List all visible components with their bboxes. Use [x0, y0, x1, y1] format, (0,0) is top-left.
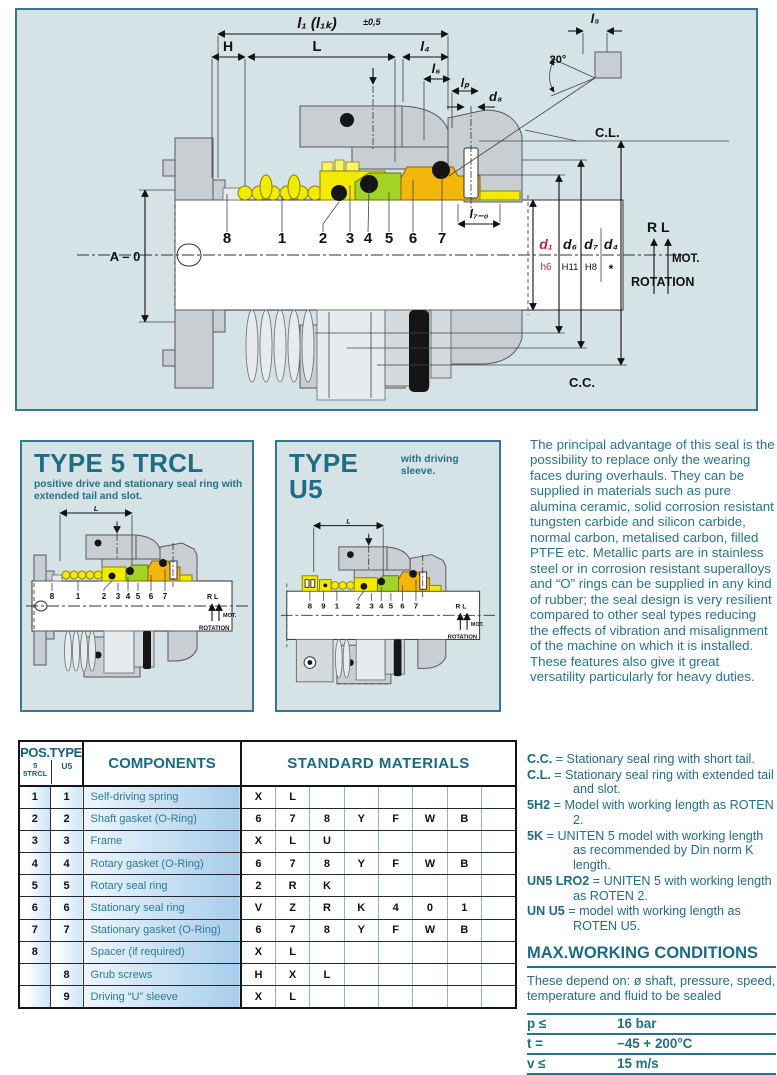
type-5trcl-drawing — [22, 503, 252, 699]
max-working-conditions-title: MAX.WORKING CONDITIONS — [527, 944, 776, 968]
dim-lp-label: lₚ — [460, 76, 470, 90]
trcl-n3: 3 — [115, 592, 121, 602]
mot-label: MOT. — [672, 253, 700, 265]
part-number-1: 1 — [277, 230, 287, 247]
trcl-dim-l: L — [93, 506, 99, 514]
u5-n7: 7 — [413, 601, 419, 611]
trcl-n5: 5 — [135, 592, 141, 602]
table-row: 8 Grub screws H X L — [19, 964, 516, 986]
dim-l1-label: l₁ (l₁ₖ) — [297, 15, 337, 32]
dim-d1-label: d₁ — [539, 236, 553, 252]
table-row: 1 1 Self-driving spring X L — [19, 786, 516, 808]
part-number-4: 4 — [363, 230, 373, 247]
u5-n6: 6 — [400, 601, 405, 611]
part-number-7: 7 — [437, 230, 447, 247]
trcl-n6: 6 — [148, 592, 154, 602]
notes-section — [527, 752, 776, 1075]
stationary-gasket-part7 — [432, 161, 450, 179]
trcl-n8: 8 — [49, 592, 55, 602]
main-seal-diagram-panel — [15, 8, 758, 411]
type-u5-drawing — [277, 516, 499, 705]
table-row: 5 5 Rotary seal ring 2 R K — [19, 875, 516, 897]
part-number-3: 3 — [345, 230, 355, 247]
note-un5-lro2: UN5 LRO2 = UNITEN 5 with working length as ROTEN 2. — [527, 873, 772, 903]
table-row: 4 4 Rotary gasket (O-Ring) 6 7 8 Y F W B — [19, 853, 516, 875]
u5-n1: 1 — [334, 601, 340, 611]
pos-sub-5trcl: 5 5TRCL — [20, 760, 52, 784]
seal-description-paragraph: The principal advantage of this seal is the possibility to replace only the wearing faces during overhauls. They can be supplied in materials such as pure alumina ceramic, solid corrosion resistant tungsten carbide and silicon carbide, normal carbon, metalised carbon, filled PTFE etc. Metallic parts are in stainless steel or in corrosion resistant superalloys and “O” rings can be supplied in any kind of rubber; the seal design is very resilient compared to other seal types reducing the effects of vibration and misalignment of the machine on which it is installed. These features also give it great versatility particularly for heavy duties. — [530, 437, 775, 685]
dim-l1-tolerance: ±0,5 — [363, 17, 381, 27]
trcl-rotation: ROTATION — [199, 626, 230, 633]
lower-black-ring — [409, 310, 429, 392]
note-5h2: 5H2 = Model with working length as ROTEN 2. — [527, 798, 774, 827]
dim-d7-label: d₇ — [584, 236, 598, 252]
u5-n3: 3 — [369, 601, 374, 611]
trcl-rl: R L — [207, 594, 219, 602]
table-row: 7 7 Stationary gasket (O-Ring) 6 7 8 Y F W B — [19, 919, 516, 941]
dim-a0-label: A – 0 — [109, 249, 141, 264]
type-u5-subtitle: with driving sleeve. — [400, 454, 459, 478]
type-5trcl-subtitle: positive drive and stationary seal ring with extended tail and slot. — [34, 479, 243, 503]
dim-h-label: H — [222, 38, 234, 54]
trcl-n2: 2 — [101, 592, 107, 602]
pos-sub-u5: U5 — [61, 760, 73, 771]
lower-seal-section — [246, 310, 451, 400]
dim-l4-label: l₄ — [420, 38, 430, 54]
note-un-u5: UN U5 = model with working length as ROTEN U5. — [527, 904, 741, 934]
table-row: 3 3 Frame X L U — [19, 830, 516, 852]
u5-rl: R L — [455, 603, 467, 611]
u5-mot: MOT. — [470, 621, 484, 628]
u5-rotation: ROTATION — [447, 634, 478, 641]
materials-header: STANDARD MATERIALS — [241, 741, 516, 786]
type-u5-title: TYPE U5 — [289, 448, 359, 504]
note-cc: C.C. = Stationary seal ring with short tail. — [527, 752, 755, 766]
dim-d7-fit: H8 — [584, 262, 598, 273]
condition-row-temperature: t = −45 + 200°C — [527, 1035, 776, 1055]
part-number-2: 2 — [318, 230, 328, 247]
u5-n8: 8 — [307, 601, 313, 611]
pos-type-header — [19, 741, 83, 786]
rl-label: R L — [647, 219, 670, 235]
table-row: 9 Driving “U” sleeve X L — [19, 986, 516, 1008]
note-5k: 5K = UNITEN 5 model with working length as recommended by Din norm K length. — [527, 828, 764, 873]
dim-l-label: L — [312, 38, 322, 55]
pos-type-title: POS.TYPE — [20, 744, 82, 760]
u5-n9: 9 — [321, 601, 326, 611]
dim-d1-fit: h6 — [540, 262, 552, 273]
cl-label: C.L. — [595, 125, 620, 140]
stationary-ring-tail — [480, 191, 520, 200]
condition-row-pressure: p ≤ 16 bar — [527, 1013, 776, 1035]
table-row: 2 2 Shaft gasket (O-Ring) 6 7 8 Y F W B — [19, 808, 516, 830]
trcl-mot: MOT. — [223, 613, 237, 620]
dim-d4-fit: * — [608, 262, 614, 276]
table-row: 8 Spacer (if required) X L — [19, 941, 516, 963]
dim-l5-label: l₅ — [590, 11, 600, 26]
dim-d6-label: d₆ — [562, 236, 578, 252]
note-cl: C.L. = Stationary seal ring with extended tail and slot. — [527, 767, 774, 797]
u5-n2: 2 — [355, 601, 361, 611]
self-driving-spring-part1 — [238, 175, 322, 200]
type-5trcl-title: TYPE 5 TRCL — [34, 448, 204, 478]
part-number-8: 8 — [222, 230, 232, 247]
housing-o-ring — [340, 113, 354, 127]
cc-label: C.C. — [569, 375, 595, 390]
type-u5-panel — [275, 440, 501, 712]
u5-n4: 4 — [379, 601, 384, 611]
u5-dim-l: L — [346, 518, 351, 526]
trcl-n7: 7 — [162, 592, 168, 602]
shaft-gasket-part2 — [331, 185, 347, 201]
part-number-6: 6 — [408, 230, 418, 247]
components-materials-table — [18, 740, 517, 1009]
max-working-conditions-intro: These depend on: ø shaft, pressure, speed, temperature and fluid to be sealed — [527, 972, 776, 1004]
u5-n5: 5 — [388, 601, 394, 611]
dim-d8-label: d₈ — [489, 89, 503, 104]
components-table-section — [18, 740, 517, 1009]
dim-d6-fit: H11 — [561, 262, 579, 273]
rotation-label: ROTATION — [631, 275, 695, 289]
dim-d4-label: d₄ — [603, 236, 619, 252]
part-number-5: 5 — [384, 230, 394, 247]
angle-20-label: 20° — [549, 54, 567, 66]
type-5trcl-panel — [20, 440, 254, 712]
seal-cross-section-drawing — [17, 10, 756, 409]
table-row: 6 6 Stationary seal ring V Z R K 4 0 1 — [19, 897, 516, 919]
dim-l7-label: l₇₋₀ — [469, 207, 489, 221]
trcl-n4: 4 — [125, 592, 131, 602]
condition-row-speed: v ≤ 15 m/s — [527, 1055, 776, 1075]
trcl-n1: 1 — [75, 592, 81, 602]
components-header: COMPONENTS — [83, 741, 241, 786]
dim-l6-label: l₆ — [431, 61, 441, 76]
